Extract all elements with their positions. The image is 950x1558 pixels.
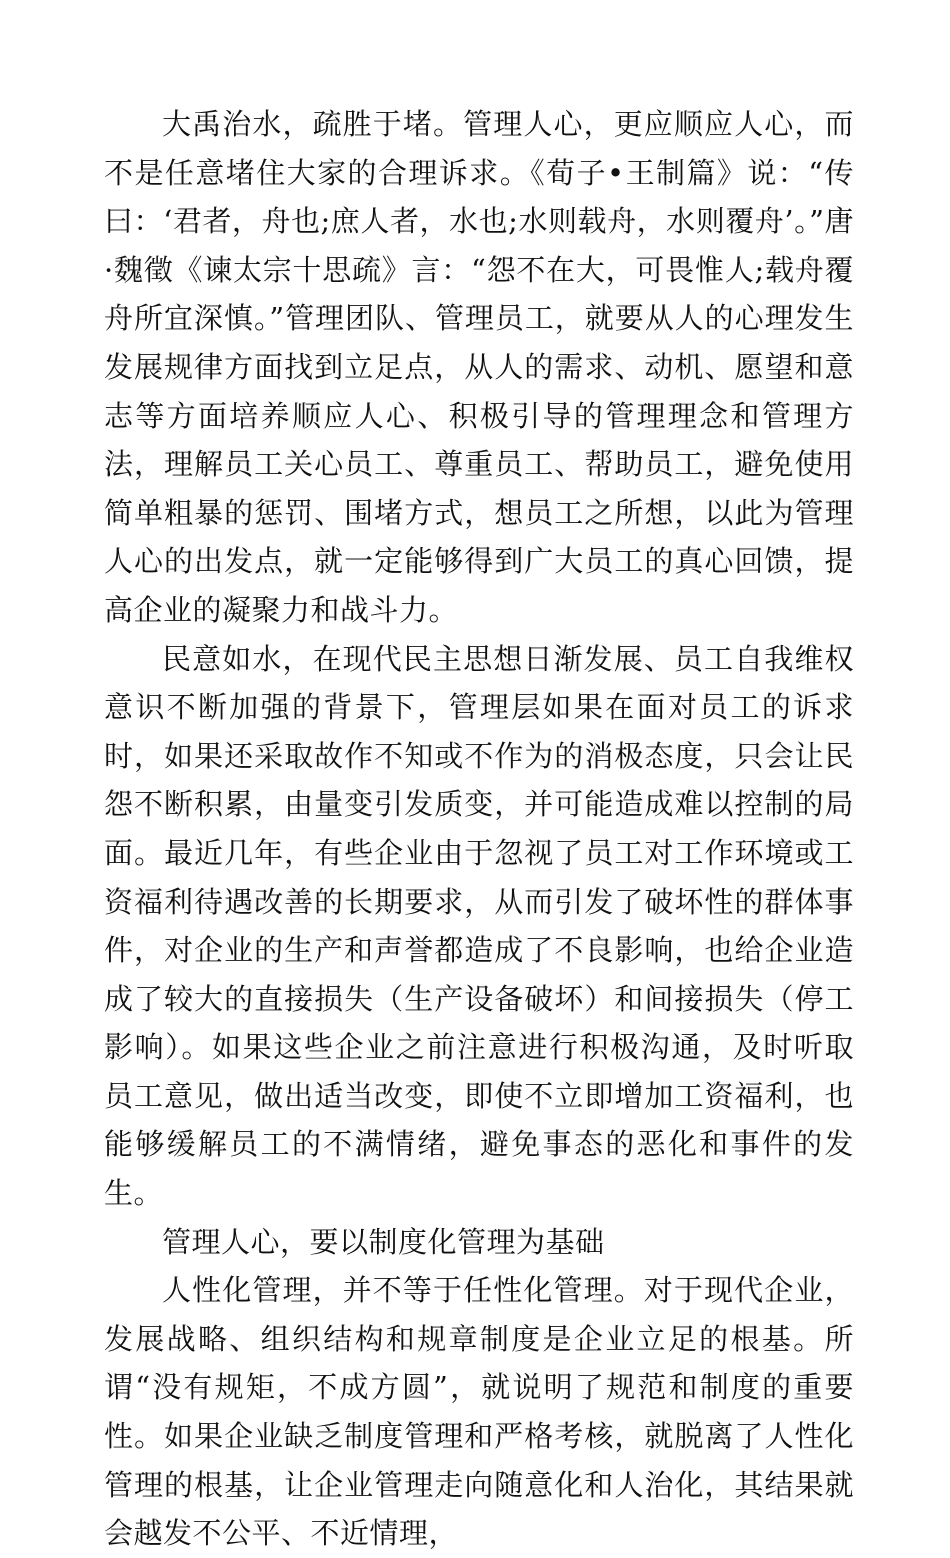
body-text xyxy=(104,100,854,1558)
paragraph-3: 人性化管理，并不等于任性化管理。对于现代企业，发展战略、组织结构和规章制度是企业立足的根基。所谓“没有规矩，不成方圆”，就说明了规范和制度的重要性。如果企业缺乏制度管理和严格考核，就脱离了人性化管理的根基，让企业管理走向随意化和人治化，其结果就会越发不公平、不近情理， xyxy=(104,1273,854,1551)
paragraph-2: 民意如水，在现代民主思想日渐发展、员工自我维权意识不断加强的背景下，管理层如果在面对员工的诉求时，如果还采取故作不知或不作为的消极态度，只会让民怨不断积累，由量变引发质变，并可能造成难以控制的局面。最近几年，有些企业由于忽视了员工对工作环境或工资福利待遇改善的长期要求，从而引发了破坏性的群体事件，对企业的生产和声誉都造成了不良影响，也给企业造成了较大的直接损失（生产设备破坏）和间接损失（停工影响）。如果这些企业之前注意进行积极沟通，及时听取员工意见，做出适当改变，即使不立即增加工资福利，也能够缓解员工的不满情绪，避免事态的恶化和事件的发生。 xyxy=(104,641,854,1211)
section-heading: 管理人心，要以制度化管理为基础 xyxy=(162,1224,605,1259)
paragraph-1: 大禹治水，疏胜于堵。管理人心，更应顺应人心，而不是任意堵住大家的合理诉求。《荀子•王制篇》说：“传曰：‘君者，舟也;庶人者，水也;水则载舟，水则覆舟’。”唐·魏徵《谏太宗十思疏》言：“怨不在大，可畏惟人;载舟覆舟所宜深慎。”管理团队、管理员工，就要从人的心理发生发展规律方面找到立足点，从人的需求、动机、愿望和意志等方面培养顺应人心、积极引导的管理理念和管理方法，理解员工关心员工、尊重员工、帮助员工，避免使用简单粗暴的惩罚、围堵方式，想员工之所想，以此为管理人心的出发点，就一定能够得到广大员工的真心回馈，提高企业的凝聚力和战斗力。 xyxy=(104,107,854,627)
